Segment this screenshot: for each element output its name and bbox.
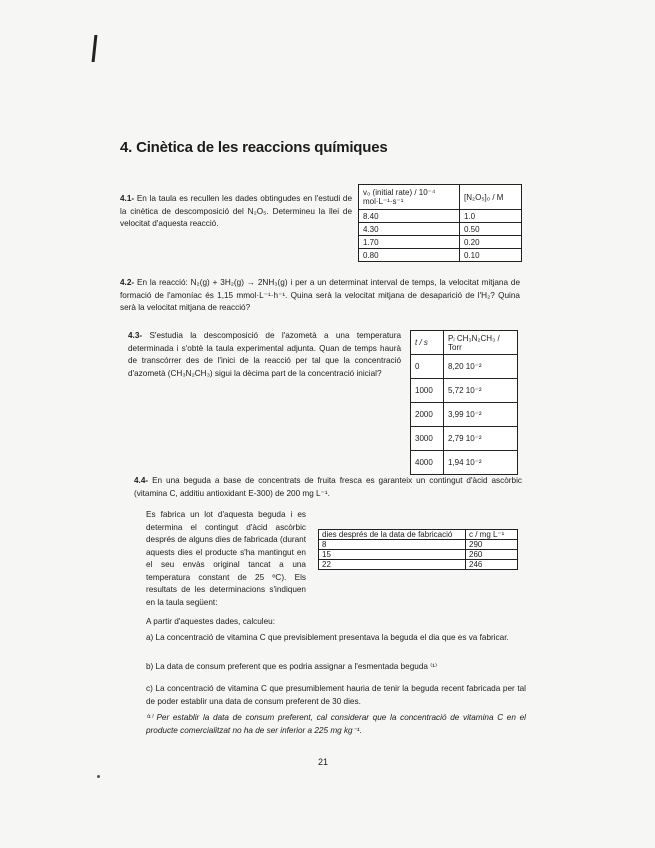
table-cell: 5,72 10⁻²: [444, 379, 518, 403]
table-row: [359, 236, 522, 249]
exercise-number: 4.3-: [128, 331, 143, 340]
question-b: b) La data de consum preferent que es podria assignar a l'esmentada beguda ⁽¹⁾: [146, 662, 437, 671]
table-cell: 260: [466, 550, 518, 560]
azomethane-table: [410, 330, 518, 475]
table-cell: 8,20 10⁻²: [444, 355, 518, 379]
table-header: [N₂O₅]₀ / M: [460, 185, 522, 210]
table-cell: 0.10: [460, 249, 522, 262]
table-cell: 0.20: [460, 236, 522, 249]
table-cell: 1000: [411, 379, 444, 403]
exercise-text: En la taula es recullen les dades obtingudes en l'estudi de la cinètica de descomposició del N₂O₅. Determineu la llei de velocitat d'aquesta reacció.: [120, 194, 352, 228]
table-row: [319, 550, 518, 560]
table-row: [411, 451, 518, 475]
exercise-4-4: [134, 475, 522, 500]
table-header-row: [411, 331, 518, 355]
table-cell: 1.0: [460, 210, 522, 223]
table-cell: 246: [466, 560, 518, 570]
table-header: dies després de la data de fabricació: [319, 530, 466, 540]
table-cell: 2000: [411, 403, 444, 427]
exercise-4-2: [120, 277, 520, 315]
exercise-text: S'estudia la descomposició de l'azometà a una temperatura determinada i s'obtè la taula experimental adjunta. Quan de temps haurà de transcórrer des de l'inici de la reacció per tal que la concentració d'azometà (CH₃N₂CH₃) sigui la dècima part de la concentració inicial?: [128, 331, 401, 378]
exercise-number: 4.4-: [134, 476, 149, 485]
exercise-text: En la reacció: N₂(g) + 3H₂(g) → 2NH₃(g) i per a un determinat interval de temps, la velocitat mitjana de formació de l'amoníac és 1,15 mmol·L⁻¹·h⁻¹. Quina serà la velocitat mitjana de desaparició de l'H₂? Quina serà la velocitat mitjana de reacció?: [120, 278, 520, 312]
exercise-number: 4.1-: [120, 194, 135, 203]
exercise-number: 4.2-: [120, 278, 135, 287]
rate-table: [358, 184, 522, 262]
vitamin-c-table: [318, 529, 518, 570]
table-cell: 0: [411, 355, 444, 379]
table-cell: 0.50: [460, 223, 522, 236]
table-cell: 8.40: [359, 210, 460, 223]
scan-mark: [92, 35, 98, 62]
table-row: [319, 560, 518, 570]
table-cell: 3,99 10⁻²: [444, 403, 518, 427]
table-cell: 1.70: [359, 236, 460, 249]
table-cell: 15: [319, 550, 466, 560]
table-cell: 0.80: [359, 249, 460, 262]
table-row: [319, 540, 518, 550]
table-header: Pᵢ CH₃N₂CH₃ / Torr: [444, 331, 518, 355]
table-cell: 8: [319, 540, 466, 550]
question-c: c) La concentració de vitamina C que presumiblement hauria de tenir la beguda recent fabricada per tal de poder establir una data de consum preferent de 30 dies.: [146, 684, 526, 706]
exercise-4-4-body: Es fabrica un lot d'aquesta beguda i es determina el contingut d'àcid ascòrbic després de alguns dies de fabricada (durant aquests dies el producte s'ha mantingut en el seu envàs original tancat a una temperatura constant de 25 ºC). Els resultats de les determinacions s'indiquen en la taula següent:: [146, 510, 306, 607]
table-header-row: [359, 185, 522, 210]
table-row: [411, 355, 518, 379]
exercise-4-3: [128, 330, 401, 380]
table-header-row: [319, 530, 518, 540]
table-cell: 22: [319, 560, 466, 570]
table-header: c / mg L⁻¹: [466, 530, 518, 540]
table-cell: 4.30: [359, 223, 460, 236]
table-cell: 2,79 10⁻²: [444, 427, 518, 451]
table-cell: 290: [466, 540, 518, 550]
table-row: [359, 210, 522, 223]
table-header: t / s: [411, 331, 444, 355]
section-title: 4. Cinètica de les reaccions químiques: [120, 139, 388, 156]
exercise-4-4-intro: A partir d'aquestes dades, calculeu:: [146, 617, 276, 626]
footnote: ⁽¹⁾ Per establir la data de consum preferent, cal considerar que la concentració de vitamina C en el producte comercialitzat no ha de ser inferior a 225 mg kg⁻¹.: [146, 713, 526, 735]
exercise-text: En una beguda a base de concentrats de fruita fresca es garanteix un contingut d'àcid ascòrbic (vitamina C, additiu antioxidant E-300) de 200 mg L⁻¹.: [134, 476, 522, 498]
question-a: a) La concentració de vitamina C que previsiblement presentava la beguda el dia que es va fabricar.: [146, 633, 509, 642]
exercise-4-1: [120, 193, 352, 231]
table-row: [411, 379, 518, 403]
table-row: [411, 427, 518, 451]
table-row: [411, 403, 518, 427]
table-header: v₀ (initial rate) / 10⁻⁴ mol·L⁻¹·s⁻¹: [359, 185, 460, 210]
table-cell: 1,94 10⁻²: [444, 451, 518, 475]
table-row: [359, 223, 522, 236]
scan-dot: [97, 775, 100, 778]
table-row: [359, 249, 522, 262]
page-number: 21: [318, 757, 329, 767]
table-cell: 4000: [411, 451, 444, 475]
table-cell: 3000: [411, 427, 444, 451]
